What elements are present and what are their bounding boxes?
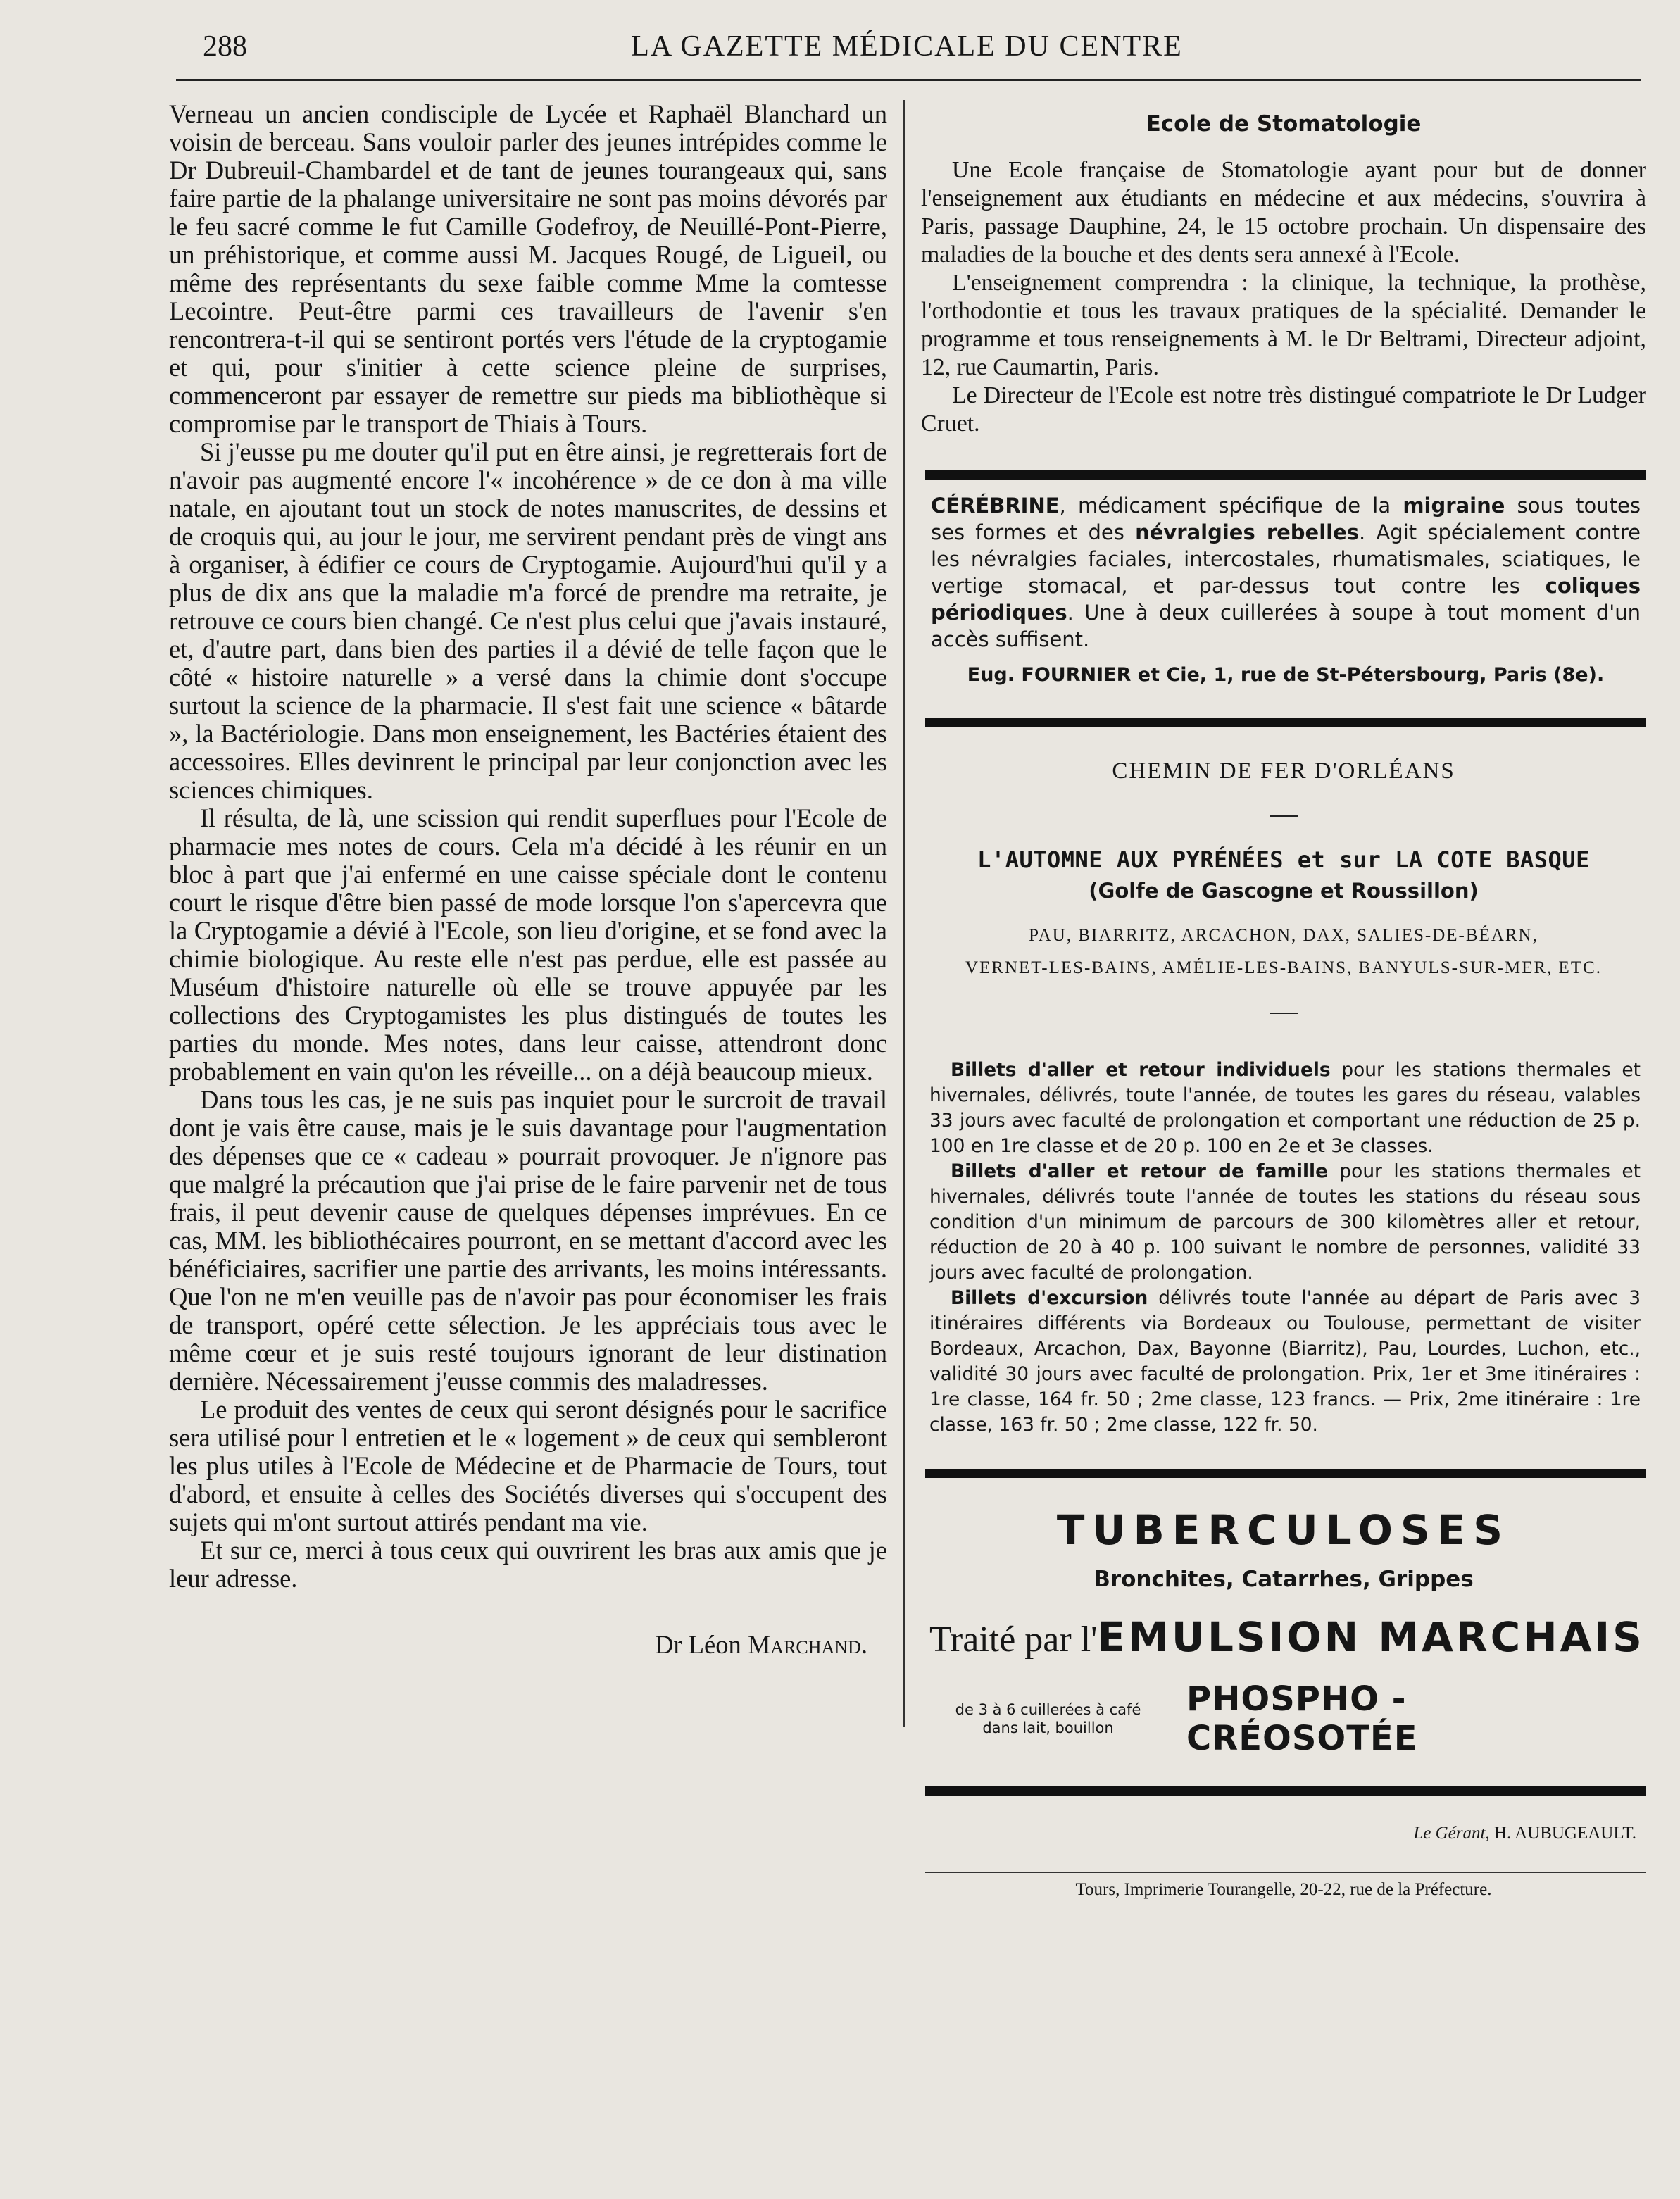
short-dash [1270, 1013, 1298, 1014]
offer-text: pour les stations thermales et hivernales, délivrés toute l'année de toutes les stations du réseau sous condition d'un minimum de parcours de 300 kilomètres aller et retour, réduction de 20 à 40 p. 100 suivant le nombre de personnes, validité 33 jours avec faculté de prolongation. [929, 1160, 1641, 1284]
printer-line: Tours, Imprimerie Tourangelle, 20-22, rue de la Préfecture. [1075, 1880, 1492, 1899]
section-rule [925, 1469, 1646, 1478]
railway-headline: L'AUTOMNE AUX PYRÉNÉES et sur LA COTE BASQUE [977, 846, 1590, 873]
stomatologie-paragraph: Une Ecole française de Stomatologie ayant pour but de donner l'enseignement aux étudiants en médecine et aux médecins, s'ouvrira à Paris, passage Dauphine, 24, le 15 octobre prochain. Un dispensaire des maladies de la bouche et des dents sera annexé à l'Ecole. [921, 157, 1646, 268]
dosage-line: dans lait, bouillon [982, 1719, 1114, 1736]
cerebrine-text-part: . Agit spécialement contre les névralgies faciales, intercostales, rhumatismales, sciatiques, le vertige stomacal, et par-dessus tout contre les [931, 520, 1641, 598]
header-rule [176, 79, 1641, 81]
cerebrine-text-part: sous toutes ses formes et des [931, 494, 1641, 544]
railway-offer [921, 1286, 1646, 1438]
cerebrine-emphasis: coliques périodiques [931, 574, 1641, 625]
gerant-name: H. AUBUGEAULT. [1493, 1824, 1636, 1843]
tuberculoses-subtitle: Bronchites, Catarrhes, Grippes [1093, 1567, 1474, 1592]
page-number: 288 [203, 30, 247, 63]
offer-lead: Billets d'aller et retour de famille [951, 1160, 1328, 1182]
printer-rule [925, 1872, 1646, 1873]
railway-company: CHEMIN DE FER D'ORLÉANS [1112, 758, 1455, 784]
article-paragraph: Le produit des ventes de ceux qui seront désignés pour le sacrifice sera utilisé pour l entretien et le « logement » de ceux qui sembleront les plus utiles à l'Ecole de Médecine et de Pharmacie de Tours, tout d'abord, et ensuite à celles des Sociétés diverses qui s'occupent des sujets qui m'ont surtout attirés pendant ma vie. [169, 1395, 887, 1536]
article-paragraph: Si j'eusse pu me douter qu'il put en être ainsi, je regretterais fort de n'avoir pas augmenté encore l'« incohérence » de ce don à ma ville natale, en ajoutant tout un stock de notes manuscrites, de dessins et de croquis qui, au jour le jour, me servirent pendant près de vingt ans à organiser, à édifier ce cours de Cryptogamie. Aujourd'hui qu'il y a plus de dix ans que la maladie m'a forcé de prendre ma retraite, je retrouve ce cours bien changé. Ce n'est plus celui que j'avais instauré, et, d'autre part, dans bien des parties il a dévié de telle façon que le côté « histoire naturelle » a versé dans la chimie dont s'occupe surtout la science de la pharmacie. Il s'est fait une science « bâtarde », la Bactériologie. Dans mon enseignement, les Bactéries étaient des accessoires. Elles devinrent le principal par leur conjonction avec les sciences chimiques. [169, 437, 887, 804]
signature-prefix: Dr Léon [655, 1630, 741, 1659]
cerebrine-text-part: , médicament spécifique de la [1059, 494, 1403, 518]
emulsion-marchais: EMULSION MARCHAIS [1097, 1613, 1645, 1661]
article-paragraph: Dans tous les cas, je ne suis pas inquiet pour le surcroit de travail dont je vais être cause, mais je le suis davantage pour l'augmentation des dépenses que ce « cadeau » pourrait provoquer. Je n'ignore pas que malgré la précaution que j'ai prise de le faire parvenir net de tous frais, il peut devenir cause de quelques dépenses imprévues. En ce cas, MM. les bibliothécaires pourront, en se mettant d'accord avec les bénéficiaires, sacrifier une partie des arrivants, les moins intéressants. Que l'on ne m'en veuille pas de n'avoir pas pour économiser les frais de transport, opéré cette sélection. Je les appréciais tous avec le même cœur et je suis resté toujours ignorant de leur distination dernière. Nécessairement j'eusse commis des maladresses. [169, 1085, 887, 1396]
tuberculoses-title: TUBERCULOSES [1056, 1506, 1511, 1554]
right-column [921, 100, 1646, 2072]
cerebrine-emphasis: névralgies rebelles [1135, 520, 1360, 544]
stomatologie-notice [921, 111, 1646, 438]
traite-par: Traité par l' [929, 1620, 1098, 1660]
dosage-line: de 3 à 6 cuillerées à café [955, 1701, 1141, 1718]
offer-lead: Billets d'aller et retour individuels [951, 1059, 1331, 1081]
railway-offer [921, 1159, 1646, 1286]
cerebrine-emphasis: migraine [1403, 494, 1505, 518]
column-divider [903, 100, 905, 1727]
cerebrine-text-part: . Une à deux cuillerées à soupe à tout moment d'un accès suffisent. [931, 601, 1641, 651]
places-line: PAU, BIARRITZ, ARCACHON, DAX, SALIES-DE-BÉARN, [1029, 926, 1538, 945]
cerebrine-address: Eug. FOURNIER et Cie, 1, rue de St-Pétersbourg, Paris (8e). [967, 664, 1605, 686]
article-paragraph: Verneau un ancien condisciple de Lycée et Raphaël Blanchard un voisin de berceau. Sans vouloir parler des jeunes intrépides comme le Dr Dubreuil-Chambardel et de tant de jeunes tourangeaux qui, sans faire partie de la phalange universitaire ne sont pas moins dévorés par le feu sacré comme le fut Camille Godefroy, de Neuillé-Pont-Pierre, un préhistorique, et comme aussi M. Jacques Rougé, de Ligueil, ou même des représentants du sexe faible comme Mme la comtesse Lecointre. Peut-être parmi ces travailleurs de l'avenir s'en rencontrera-t-il qui se sentiront portés vers l'étude de la cryptogamie et qui, pour s'initier à cette science pleine de surprises, commenceront par essayer de remettre sur pieds ma bibliothèque si compromise par le transport de Thiais à Tours. [169, 99, 887, 438]
railway-ad [921, 758, 1646, 1438]
emulsion-brand-line [921, 1613, 1646, 1661]
stomatologie-paragraph: L'enseignement comprendra : la clinique, la technique, la prothèse, l'orthodontie et tous les travaux pratiques de la spécialité. Demander le programme et tous renseignements à M. le Dr Beltrami, Directeur adjoint, 12, rue Caumartin, Paris. [921, 270, 1646, 380]
railway-subheadline: (Golfe de Gascogne et Roussillon) [1089, 879, 1479, 903]
railway-offer [921, 1058, 1646, 1159]
offer-lead: Billets d'excursion [951, 1287, 1148, 1309]
tuberculoses-ad [921, 1506, 1646, 1758]
offer-text: délivrés toute l'année au départ de Paris avec 3 itinéraires différents via Bordeaux ou Toulouse, permettant de visiter Bordeaux, Arcachon, Dax, Bayonne (Biarritz), Pau, Lourdes, Luchon, etc., validité 30 jours avec faculté de prolongation. Prix, 1er et 3me itinéraires : 1re classe, 164 fr. 50 ; 2me classe, 123 francs. — Prix, 2me itinéraire : 1re classe, 163 fr. 50 ; 2me classe, 122 fr. 50. [929, 1287, 1641, 1436]
page-header [168, 27, 1646, 69]
left-column-article [169, 100, 887, 2057]
section-rule [925, 1786, 1646, 1796]
stomatologie-paragraph: Le Directeur de l'Ecole est notre très distingué compatriote le Dr Ludger Cruet. [921, 382, 1646, 437]
stomatologie-title: Ecole de Stomatologie [1146, 111, 1422, 137]
offer-text: pour les stations thermales et hivernales, délivrés, toute l'année, de toutes les gares du réseau, valables 33 jours avec faculté de prolongation et comportant une réduction de 25 p. 100 en 1re classe et de 20 p. 100 en 2e et 3e classes. [929, 1059, 1641, 1157]
short-dash [1270, 815, 1298, 817]
dosage-row [921, 1679, 1646, 1758]
article-paragraph: Il résulta, de là, une scission qui rendit superflues pour l'Ecole de pharmacie mes notes de cours. Cela m'a décidé à les réunir en un bloc à part que j'ai enfermé en une caisse spéciale dont le contenu court le risque d'être bien passé de mode lorsque l'on s'apercevra que la Cryptogamie a dévié à l'Ecole, son lieu d'origine, et se fond avec la chimie biologique. Au reste elle n'est pas perdue, elle est passée au Muséum d'histoire naturelle où elle se trouve appuyée par les collections des Cryptogamistes les plus distingués de toutes les parties du monde. Mes notes, dans leur caisse, attendront donc probablement en vain qu'on les réveille... on a déjà beaucoup mieux. [169, 803, 887, 1086]
running-title: LA GAZETTE MÉDICALE DU CENTRE [631, 30, 1183, 63]
cerebrine-text [931, 492, 1641, 653]
section-rule [925, 470, 1646, 480]
railway-places [921, 920, 1646, 984]
gerant-label: Le Gérant, [1413, 1824, 1490, 1843]
places-line: VERNET-LES-BAINS, AMÉLIE-LES-BAINS, BANYULS-SUR-MER, ETC. [965, 958, 1603, 977]
gerant-line [921, 1824, 1646, 1843]
article-paragraph: Et sur ce, merci à tous ceux qui ouvrirent les bras aux amis que je leur adresse. [169, 1536, 887, 1593]
cerebrine-brand: CÉRÉBRINE [931, 494, 1060, 518]
dosage-instructions [929, 1700, 1167, 1737]
phospho-creosotee: PHOSPHO - CRÉOSOTÉE [1186, 1679, 1418, 1758]
cerebrine-ad [921, 480, 1646, 686]
signature-name: Marchand. [747, 1630, 867, 1659]
section-rule [925, 718, 1646, 727]
article-signature [169, 1629, 887, 1660]
